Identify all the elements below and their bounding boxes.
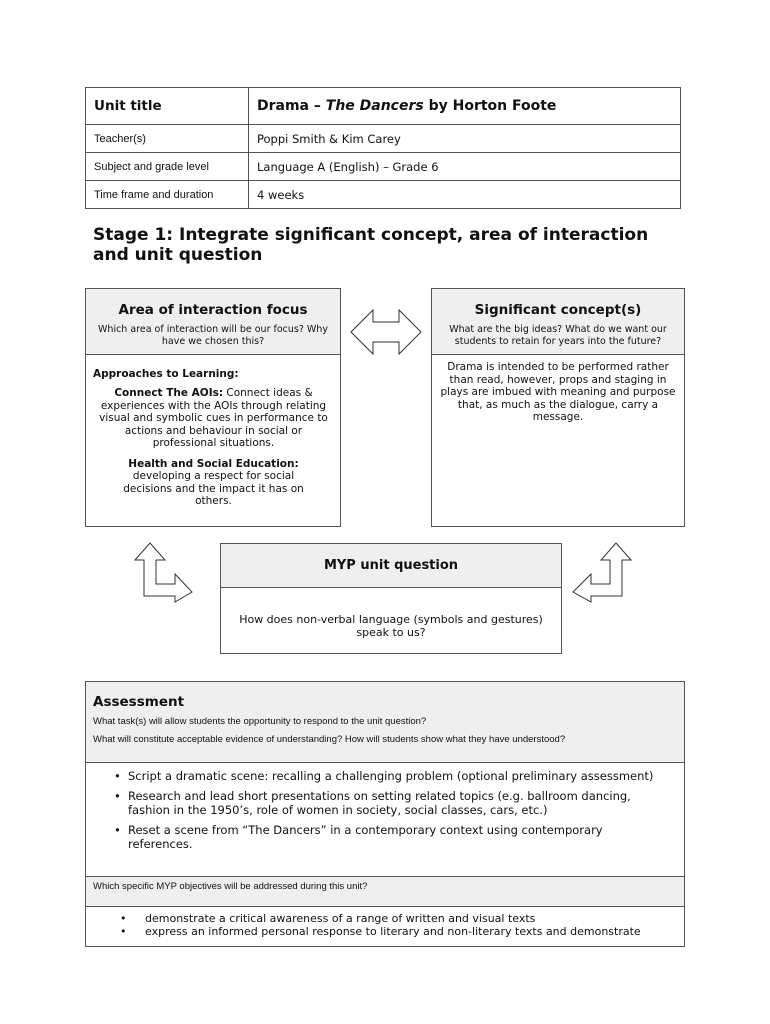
aoi-subtitle: Which area of interaction will be our focus? Why have we chosen this? <box>98 324 328 347</box>
subject-value: Language A (English) – Grade 6 <box>249 153 681 181</box>
concept-box <box>431 288 685 527</box>
objective-text: express an informed personal response to literary and non-literary texts and demonstrate <box>145 925 641 938</box>
health-label: Health and Social Education: <box>128 457 299 470</box>
assessment-question-1: What task(s) will allow students the opportunity to respond to the unit question? <box>93 716 427 727</box>
bullet-icon: • <box>120 925 127 938</box>
task-text: Script a dramatic scene: recalling a challenging problem (optional preliminary assessment) <box>128 769 654 783</box>
approaches-heading: Approaches to Learning: <box>93 368 239 380</box>
timeframe-label: Time frame and duration <box>86 181 249 209</box>
objective-text: demonstrate a critical awareness of a range of written and visual texts <box>145 912 536 925</box>
subject-row <box>86 153 681 181</box>
assessment-header <box>86 682 684 763</box>
assessment-box <box>85 681 685 947</box>
aoi-box-header <box>86 289 340 355</box>
task-item <box>92 823 670 851</box>
unit-title-prefix: Drama – <box>257 98 326 114</box>
assessment-question-2: What will constitute acceptable evidence of understanding? How will students show what they have understood? <box>93 734 566 745</box>
health-desc: developing a respect for social decisions and the impact it has on others. <box>123 470 304 507</box>
teacher-row <box>86 125 681 153</box>
double-arrow-icon <box>347 306 427 358</box>
assessment-tasks <box>86 763 684 877</box>
aoi-box <box>85 288 341 527</box>
assessment-title: Assessment <box>93 694 185 710</box>
unit-question-body: How does non-verbal language (symbols and gestures) speak to us? <box>239 613 543 639</box>
unit-question-box <box>220 543 562 654</box>
bent-arrow-right-icon <box>568 540 636 606</box>
subject-label: Subject and grade level <box>86 153 249 181</box>
task-text: Research and lead short presentations on setting related topics (e.g. ballroom dancing, fashion in the 1950’s, role of women in society, social classes, cars, etc.) <box>128 789 631 817</box>
objective-item <box>92 912 678 925</box>
objective-item <box>92 925 678 938</box>
unit-title-row <box>86 88 681 125</box>
objectives-list <box>86 907 684 938</box>
teacher-value: Poppi Smith & Kim Carey <box>249 125 681 153</box>
health-text <box>93 458 334 508</box>
unit-title-suffix: by Horton Foote <box>423 98 557 114</box>
concept-subtitle: What are the big ideas? What do we want our students to retain for years into the future? <box>449 324 667 347</box>
unit-info-table <box>85 87 681 209</box>
stage-heading: Stage 1: Integrate significant concept, area of interaction and unit question <box>93 225 649 265</box>
teacher-label: Teacher(s) <box>86 125 249 153</box>
aoi-title: Area of interaction focus <box>118 302 308 318</box>
connect-aois-text <box>93 387 334 450</box>
unit-title-label: Unit title <box>86 88 249 125</box>
connect-aois-desc: Connect ideas & experiences with the AOIs through relating visual and symbolic cues in performance to actions and behaviour in social or professional situations. <box>99 387 328 449</box>
timeframe-value: 4 weeks <box>249 181 681 209</box>
concept-title: Significant concept(s) <box>474 302 642 318</box>
bent-arrow-left-icon <box>130 540 196 606</box>
aoi-body <box>86 355 340 508</box>
concept-box-header <box>432 289 684 355</box>
bullet-icon: • <box>114 789 121 803</box>
objectives-question: Which specific MYP objectives will be addressed during this unit? <box>86 877 684 907</box>
task-item <box>92 789 670 817</box>
connect-aois-label: Connect The AOIs: <box>114 387 224 399</box>
unit-title-value <box>249 88 681 125</box>
unit-title-italic: The Dancers <box>325 98 424 114</box>
unit-question-header <box>221 544 561 588</box>
task-item <box>92 769 670 783</box>
bullet-icon: • <box>114 823 121 837</box>
bullet-icon: • <box>114 769 121 783</box>
timeframe-row <box>86 181 681 209</box>
bullet-icon: • <box>120 912 127 925</box>
unit-question-title: MYP unit question <box>323 558 459 573</box>
task-text: Reset a scene from “The Dancers” in a contemporary context using contemporary references. <box>128 823 603 851</box>
concept-body: Drama is intended to be performed rather than read, however, props and staging in plays are imbued with meaning and purpose that, as much as the dialogue, carry a message. <box>440 361 676 423</box>
